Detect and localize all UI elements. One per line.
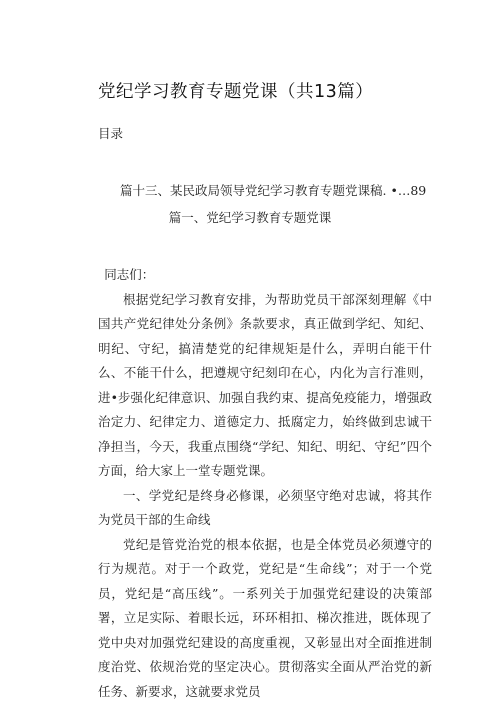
toc-entry[interactable]: 篇十三、某民政局领导党纪学习教育专题党课稿. •…89 (120, 183, 427, 198)
paragraph-intro: 根据党纪学习教育安排，为帮助党员干部深刻理解《中国共产党纪律处分条例》条款要求，真正做到学纪、知纪、明纪、守纪，搞清楚党的纪律规矩是什么，弄明白能干什么、不能干什么，把遵规守纪刻印在心，内化为言行准则，进•步强化纪律意识、加强自我约束、提高免疫能力，增强政治定力、纪律定力、道德定力、抵腐定力，始终做到忠诚干净担当，今天，我重点围绕“学纪、知纪、明纪、守纪”四个方面，给大家上一堂专题党课。 (98, 291, 432, 478)
document-title: 党纪学习教育专题党课（共13篇） (98, 82, 374, 102)
section-heading: 篇一、党纪学习教育专题党课 (168, 210, 332, 225)
body-text (98, 263, 432, 704)
greeting: 同志们： (104, 267, 155, 282)
paragraph-body: 党纪是管党治党的根本依据，也是全体党员必须遵守的行为规范。对于一个政党，党纪是“生命线”；对于一个党员，党纪是“高压线”。一系列关于加强党纪建设的决策部署，立足实际、着眼长远，环环相扣、梯次推进，既体现了党中央对加强党纪建设的高度重视，又彰显出对全面推进制度治党、依规治党的坚定决心。贯彻落实全面从严治党的新任务、新要求，这就要求党员 (98, 536, 432, 699)
paragraph-heading-one: 一、学党纪是终身必修课，必须坚守绝对忠诚，将其作为党员干部的生命线 (98, 487, 432, 527)
toc-heading: 目录 (98, 126, 124, 141)
